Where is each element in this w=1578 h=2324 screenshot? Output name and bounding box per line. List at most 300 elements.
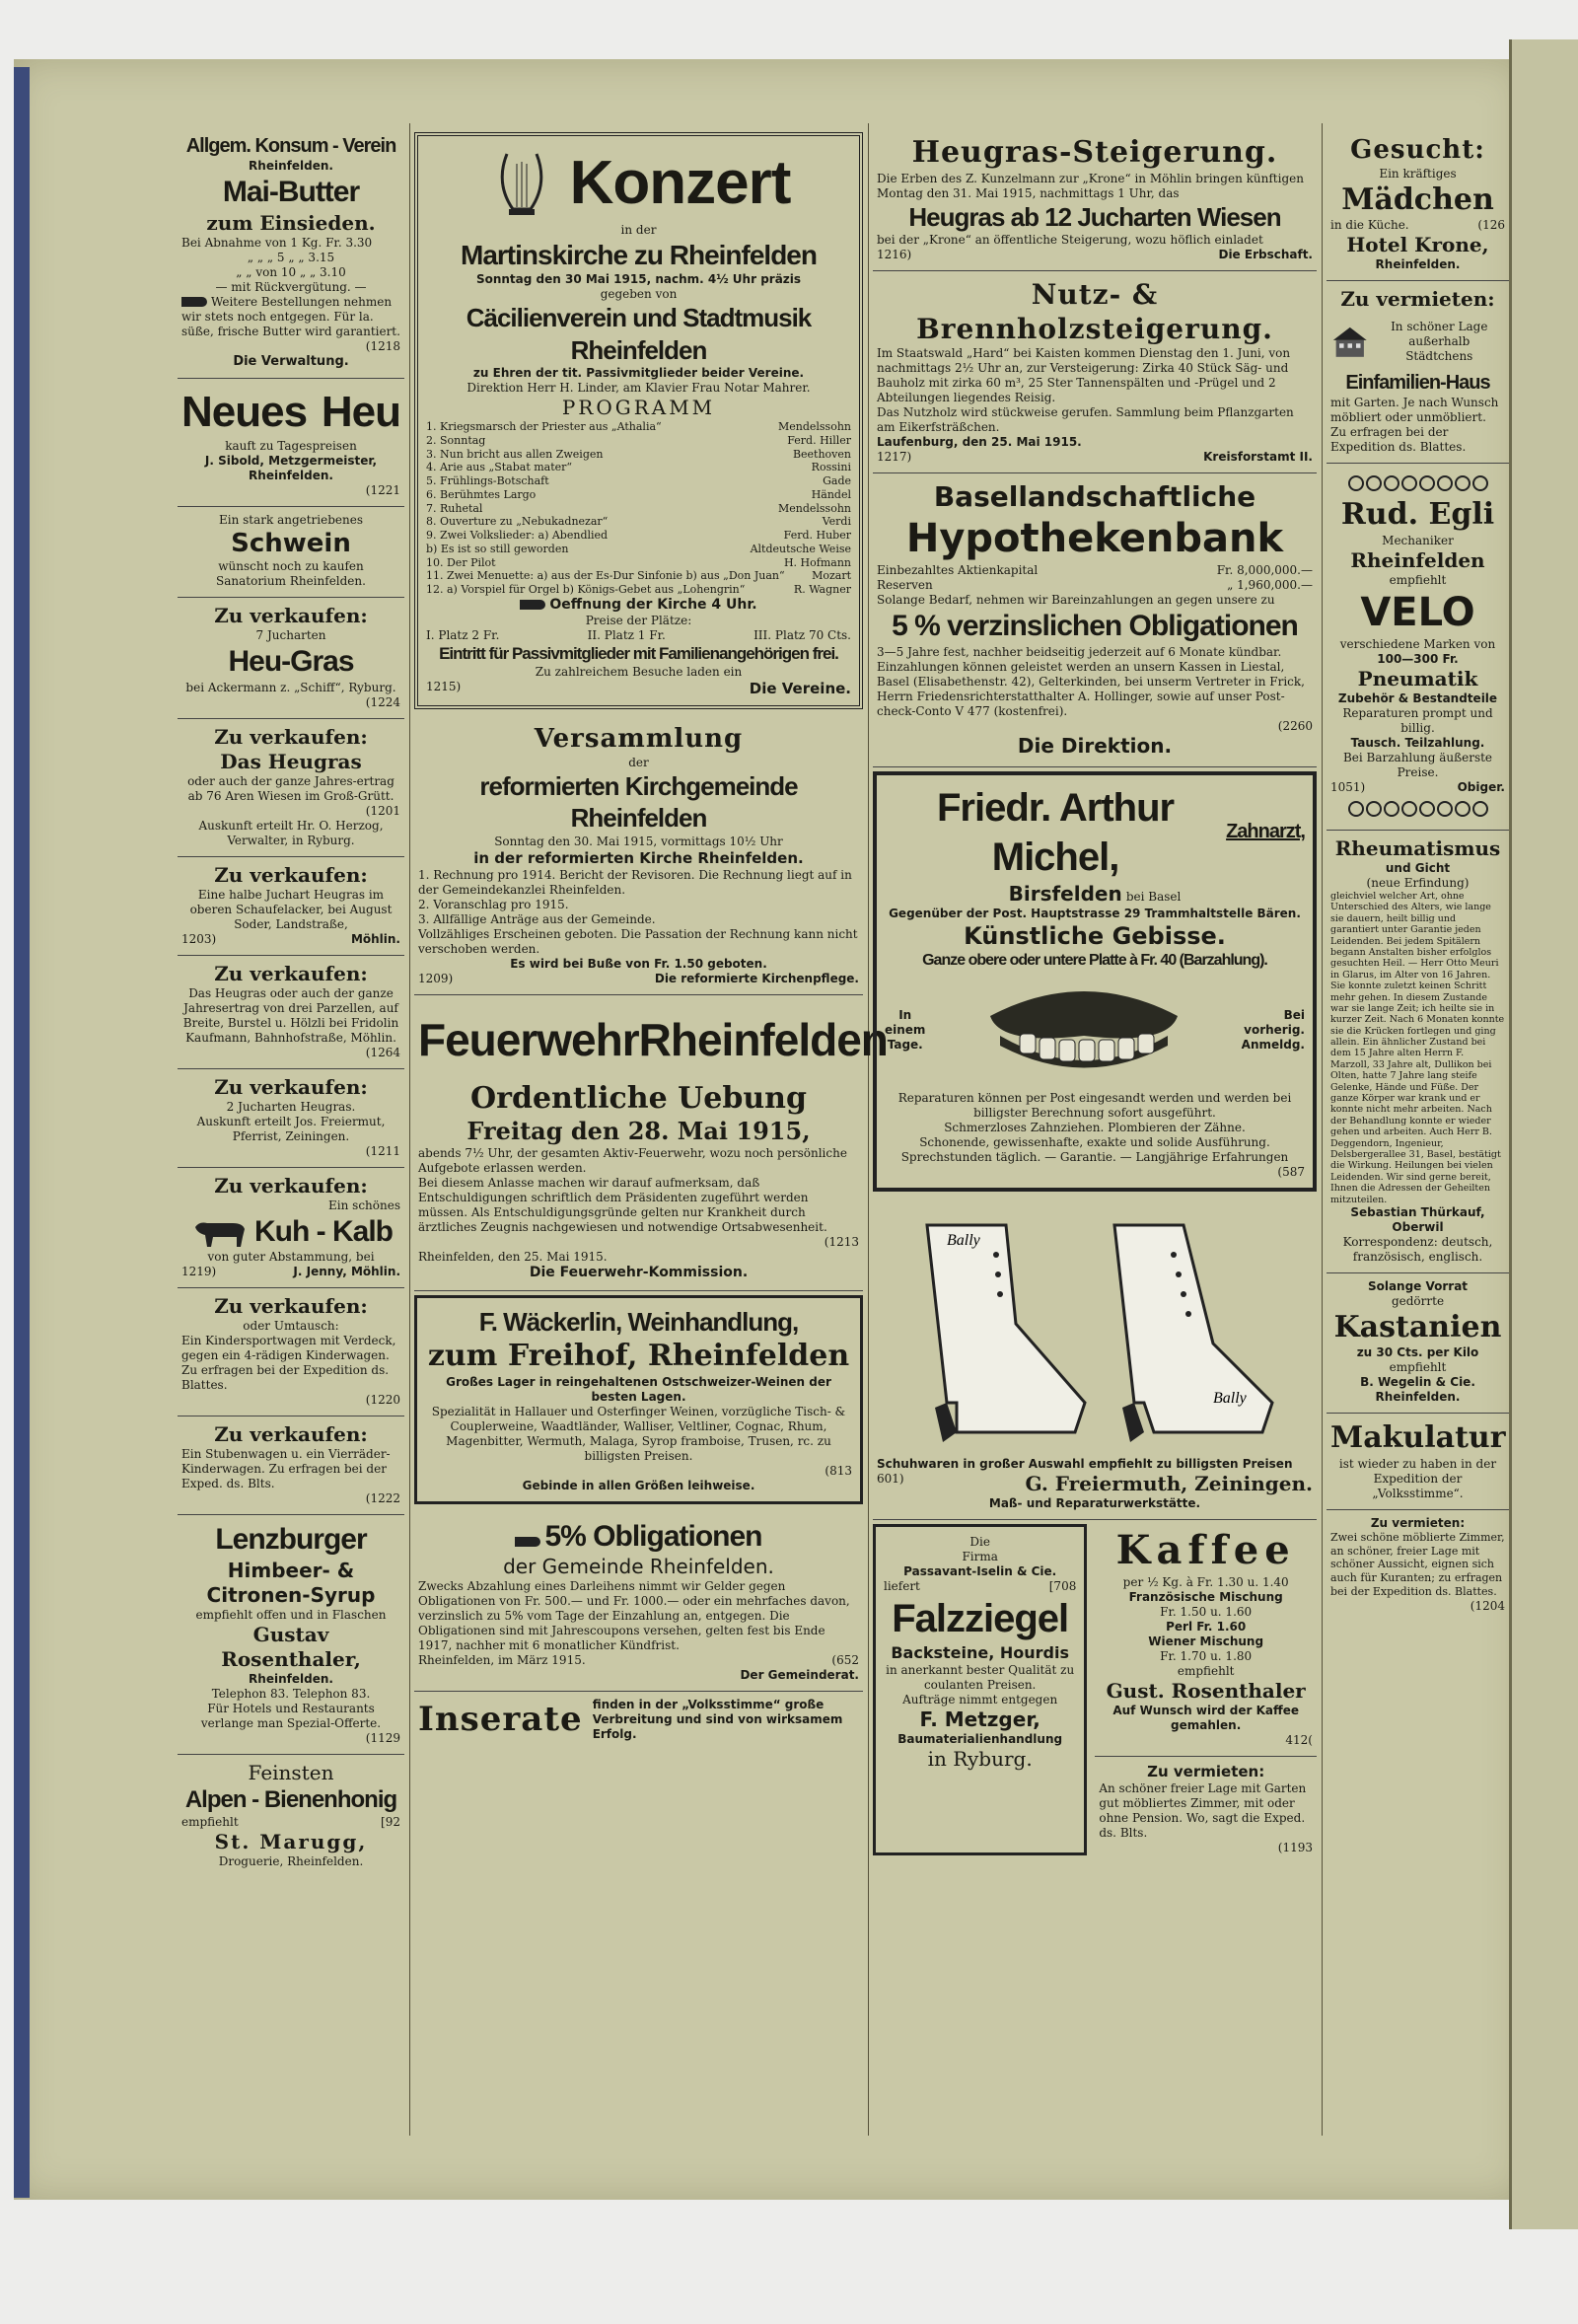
boots-illustration xyxy=(888,1205,1302,1452)
ad-text: Vollzähliges Erscheinen geboten. Die Passation der Rechnung kann nicht verschoben werden. xyxy=(418,926,858,956)
ad-text: Eintritt für Passivmitglieder mit Familienangehörigen frei. xyxy=(439,644,838,664)
ad-text: ist wieder zu haben in der Expedition der „Volksstimme“. xyxy=(1338,1456,1497,1500)
ad-bienenhonig xyxy=(178,1755,404,1877)
ad-text: Ein Kindersportwagen mit Verdeck, gegen ein 4-rädigen Kinderwagen. Zu erfragen bei der Expedition ds. Blattes. xyxy=(181,1334,396,1393)
reserves-label: Reserven xyxy=(877,578,933,592)
program-piece: 11. Zwei Menuette: a) aus der Es-Dur Sinfonie b) aus „Don Juan“ xyxy=(426,569,785,583)
program-composer: Rossini xyxy=(811,461,851,474)
ad-big-text: Falzziegel xyxy=(892,1596,1069,1640)
ad-number: 1219) xyxy=(181,1265,217,1279)
ad-text: J. Sibold, Metzgermeister, Rheinfelden. xyxy=(204,453,378,482)
price-line: „ „ „ 5 „ „ 3.15 xyxy=(247,250,335,264)
program-composer: Mendelssohn xyxy=(777,420,851,433)
ad-text: vorherig. xyxy=(1244,1023,1305,1037)
program-composer: R. Wagner xyxy=(793,583,851,596)
ad-number: 1203) xyxy=(181,931,217,946)
ad-text: in der reformierten Kirche Rheinfelden. xyxy=(473,848,804,867)
program-title: PROGRAMM xyxy=(561,396,716,419)
ad-text: Backsteine, Hourdis xyxy=(891,1642,1069,1662)
ad-text: 7 Jucharten xyxy=(255,628,326,643)
ad-number: (813 xyxy=(825,1463,852,1478)
ad-text: Reparaturen können per Post eingesandt werden und werden bei billigster Berechnung sofort ausgeführt. xyxy=(897,1090,1292,1120)
ad-number: (1204 xyxy=(1470,1598,1505,1613)
ad-headline: Zu vermieten: xyxy=(1340,287,1495,311)
program-item xyxy=(426,569,851,583)
ad-signature: Die Feuerwehr-Kommission. xyxy=(529,1265,749,1280)
dentures-icon xyxy=(970,977,1197,1085)
ad-number: (1264 xyxy=(365,1045,400,1059)
ad-text: Es wird bei Buße von Fr. 1.50 geboten. xyxy=(510,956,767,971)
ad-makulatur xyxy=(1327,1414,1509,1510)
column-rule xyxy=(409,123,410,2136)
ad-text: 3—5 Jahre fest, nachher beidseitig jederzeit auf 6 Monate kündbar. xyxy=(877,644,1282,659)
ad-signature: G. Freiermuth, Zeiningen. xyxy=(1025,1471,1313,1495)
ad-text: Das Heugras oder auch der ganze Jahresertrag von drei Parzellen, auf Breite, Burstel u. Hölzli bei Fridolin Kaufmann, Bahnhofstraße, Möhlin. xyxy=(182,985,399,1045)
ad-headline: Zu verkaufen: xyxy=(214,604,368,628)
ad-number: (652 xyxy=(831,1653,859,1667)
program-piece: 10. Der Pilot xyxy=(426,555,496,569)
ad-text: Auf Wunsch wird der Kaffee gemahlen. xyxy=(1112,1703,1299,1732)
ad-number: [92 xyxy=(381,1814,400,1829)
ad-konsum-mai-butter xyxy=(178,128,404,379)
bicycle-icon xyxy=(1419,795,1453,817)
ad-text: gegeben von xyxy=(600,287,678,301)
ad-text: Zwecks Abzahlung eines Darleihens nimmt wir Gelder gegen Obligationen von Fr. 500.— und Fr. 1000.— oder ein mehrfaches davon, verzinslich zu 5% vom Tage der Einzahlung an, entgegen. Die Obligationen sind mit Jahrescoupons versehen, gelten fest bis Ende 1917, nachher mit 6 monatlicher Kündfrist. xyxy=(418,1579,850,1652)
column-rule xyxy=(868,123,869,2136)
ad-text: Auskunft erteilt Jos. Freiermut, Pferrist, Zeiningen. xyxy=(196,1114,386,1143)
program-item xyxy=(426,461,851,474)
ad-text: mit Garten. Je nach Wunsch möbliert oder unmöbliert. xyxy=(1330,396,1499,424)
ad-signature: Hotel Krone, xyxy=(1346,233,1489,256)
program-piece: 9. Zwei Volkslieder: a) Abendlied xyxy=(426,529,609,542)
ad-nutzholz xyxy=(873,271,1317,473)
program-composer: Mendelssohn xyxy=(777,501,851,515)
ad-place: Rheinfelden. xyxy=(1375,257,1461,271)
ad-text: Zu erfragen bei der Expedition ds. Blattes. xyxy=(1330,425,1467,454)
ad-text: Weitere Bestellungen nehmen wir stets noch entgegen. Für la. süße, frische Butter wird garantiert. xyxy=(181,294,400,338)
ad-headline: Inserate xyxy=(418,1700,583,1740)
ad-signature: Die reformierte Kirchenpflege. xyxy=(654,971,859,985)
ad-number: 1216) xyxy=(877,248,912,261)
ad-text: Großes Lager in reingehaltenen Ostschweizer-Weinen der besten Lagen. xyxy=(446,1374,831,1404)
ad-number: 1209) xyxy=(418,971,454,985)
ad-text: gedörrte xyxy=(1391,1293,1445,1308)
ad-big-text: Heugras ab 12 Jucharten Wiesen xyxy=(908,201,1281,232)
ad-number: (1220 xyxy=(365,1393,400,1408)
ad-headline: Rud. Egli xyxy=(1340,497,1495,533)
ad-number: 601) xyxy=(877,1471,904,1486)
blend-name: Perl Fr. 1.60 xyxy=(1166,1619,1247,1634)
ad-number: (126 xyxy=(1477,218,1505,232)
ad-text: Direktion Herr H. Linder, am Klavier Frau Notar Mahrer. xyxy=(466,381,811,395)
ad-text: zu Ehren der tit. Passivmitglieder beider Vereine. xyxy=(472,366,805,380)
ad-feuerwehr xyxy=(414,995,888,1291)
ad-text: in die Küche. xyxy=(1330,218,1409,232)
ad-number: 412( xyxy=(1285,1732,1313,1747)
ad-text: empfiehlt xyxy=(1177,1663,1235,1678)
ad-text: Sanatorium Rheinfelden. xyxy=(216,574,366,589)
ad-heugras-herzog xyxy=(178,719,404,857)
ad-zimmer xyxy=(1095,1757,1317,1863)
ad-kindersportwagen xyxy=(178,1288,404,1416)
facing-page-edge xyxy=(1509,39,1578,2229)
ad-schwein xyxy=(178,507,404,599)
ad-subheadline: zum Freihof, Rheinfelden xyxy=(427,1339,850,1373)
ad-number: (1193 xyxy=(1277,1840,1313,1854)
ad-text: Gegenüber der Post. Hauptstrasse 29 Trammhaltstelle Bären. xyxy=(889,906,1301,920)
ad-text: finden in der „Volksstimme“ große Verbreitung und sind von wirksamem Erfolg. xyxy=(592,1698,843,1741)
kaffee-column xyxy=(1095,1520,1317,1863)
ad-text: 2 Jucharten Heugras. xyxy=(226,1099,356,1114)
ad-place: Laufenburg, den 25. Mai 1915. xyxy=(877,435,1082,449)
ad-text: oder Umtausch: xyxy=(243,1319,339,1334)
ad-number: (1211 xyxy=(365,1143,400,1158)
program-item xyxy=(426,474,851,488)
ad-number: (1129 xyxy=(365,1730,400,1745)
ad-signature: Die Direktion. xyxy=(1017,733,1173,758)
ad-rheumatismus xyxy=(1327,831,1509,1273)
ad-text: Droguerie, Rheinfelden. xyxy=(218,1853,364,1868)
ad-headline: 5% Obligationen xyxy=(544,1519,762,1553)
ad-neues-heu xyxy=(178,379,404,507)
ad-signature: Der Gemeinderat. xyxy=(740,1668,859,1682)
ad-text: Rheinfelden. xyxy=(249,1671,333,1686)
ad-text: Gebinde in allen Größen leihweise. xyxy=(522,1478,755,1492)
ad-text: Preise der Plätze: xyxy=(585,614,692,628)
ad-subheadline: Ordentliche Uebung xyxy=(470,1080,807,1116)
ad-big-text: VELO xyxy=(1360,589,1475,635)
price-line: zu 30 Cts. per Kilo xyxy=(1356,1345,1479,1360)
ad-text: von guter Abstammung, bei xyxy=(207,1250,375,1265)
bicycle-icon xyxy=(1455,795,1488,817)
ad-text: Ein schönes xyxy=(328,1198,400,1212)
ad-headline: Zu verkaufen: xyxy=(214,862,368,887)
bicycle-icon xyxy=(1419,470,1453,491)
bicycle-icon xyxy=(1384,795,1417,817)
ad-kastanien xyxy=(1327,1273,1509,1415)
ad-zimmer-2 xyxy=(1327,1510,1509,1622)
program-item xyxy=(426,448,851,462)
ad-signature: Die Erbschaft. xyxy=(1218,248,1313,261)
ad-text: liefert xyxy=(884,1578,920,1593)
ad-number: (1213 xyxy=(824,1235,859,1249)
reserves-value: „ 1,960,000.— xyxy=(1227,578,1313,592)
ad-text: Mechaniker xyxy=(1382,533,1454,547)
concert-date: Sonntag den 30 Mai 1915, nachm. 4½ Uhr präzis xyxy=(475,272,802,286)
column-1 xyxy=(178,128,404,1877)
ad-text: abends 7½ Uhr, der gesamten Aktiv-Feuerwehr, wozu noch persönliche Aufgebote erlassen werden. xyxy=(418,1146,847,1175)
ad-obligationen-gemeinde xyxy=(414,1512,863,1693)
ad-text: (neue Erfindung) xyxy=(1366,876,1470,890)
program-piece: 3. Nun bricht aus allen Zweigen xyxy=(426,447,604,461)
row-falzziegel-kaffee xyxy=(873,1520,1317,1863)
ad-headline: Nutz- & Brennholzsteigerung. xyxy=(916,278,1273,345)
ad-kuh-kalb xyxy=(178,1168,404,1289)
ad-text: empfiehlt xyxy=(181,1814,239,1829)
ad-text: bei der „Krone“ an öffentliche Steigerung, wozu höflich einladet xyxy=(877,233,1263,247)
column-3 xyxy=(873,128,1317,1863)
capital-label: Einbezahltes Aktienkapital xyxy=(877,563,1039,577)
ad-text: Baumaterialienhandlung xyxy=(897,1731,1063,1746)
program-piece: b) Es ist so still geworden xyxy=(426,542,569,555)
ad-text: Die Erben des Z. Kunzelmann zur „Krone“ in Möhlin bringen künftigen Montag den 31. Mai 1915, nachmittags 1 Uhr, das xyxy=(877,171,1304,200)
ad-headline: Rheinfelden xyxy=(638,1013,888,1065)
ad-text: verschiedene Marken von xyxy=(1339,636,1496,651)
ad-text: Im Staatswald „Hard“ bei Kaisten kommen Dienstag den 1. Juni, von nachmittags 2½ Uhr an, zur Versteigerung: Zirka 40 Stück Säg- und Bauholz mit zirka 60 m³, 25 Ster Tannenspälten und -Prügel und 2 Abteilungen liegendes Reisig. xyxy=(877,346,1291,404)
ad-text: Einzahlungen können geleistet werden an unsern Kassen in Liestal, Basel (Elisabethenstr. 42), Gelterkinden, bei unserm Vertreter in Frick, Herrn Friedensrichterstatthalter A. Hollinger, sowie auf unser Post-check-Conto V 477 (kostenfrei). xyxy=(877,659,1305,718)
ad-text: Oeffnung der Kirche 4 Uhr. xyxy=(549,596,757,613)
program-composer: Altdeutsche Weise xyxy=(750,542,851,555)
ad-number: (1201 xyxy=(365,803,400,818)
program-item xyxy=(426,529,851,543)
ad-text: Korrespondenz: deutsch, französisch, englisch. xyxy=(1342,1234,1493,1264)
program-composer: Beethoven xyxy=(792,447,851,461)
program-item xyxy=(426,488,851,502)
program-composer: H. Hofmann xyxy=(783,555,851,569)
pointing-hand-icon xyxy=(515,1537,540,1547)
ad-juchart-heugras xyxy=(178,857,404,956)
ad-big-text: Kastanien xyxy=(1333,1309,1502,1344)
program-list xyxy=(426,420,851,597)
ad-text: bei Ackermann z. „Schiff“, Ryburg. xyxy=(185,680,396,694)
ad-place: Rheinfelden xyxy=(1350,547,1485,572)
ad-text: Schmerzloses Zahnziehen. Plombieren der Zähne. xyxy=(944,1120,1246,1134)
column-4 xyxy=(1327,128,1509,1622)
price-line: II. Platz 1 Fr. xyxy=(587,628,666,643)
ad-headline: Neues xyxy=(181,387,308,436)
ad-text: in der xyxy=(620,223,657,237)
ad-number: [708 xyxy=(1048,1578,1077,1593)
price-line: Fr. 1.70 u. 1.80 xyxy=(1160,1648,1253,1663)
ad-text: Spezialität in Hallauer und Osterfinger Weinen, vorzügliche Tisch- & Couplerweine, Waadtländer, Walliser, Veltliner, Cognac, Rhum, Magenbitter, Wermuth, Malaga, Syrop framboise, Trusen, rc. zu billigsten Preisen. xyxy=(431,1404,846,1463)
program-piece: 7. Ruhetal xyxy=(426,501,483,515)
cow-icon xyxy=(189,1215,249,1249)
program-piece: 6. Berühmtes Largo xyxy=(426,487,537,501)
ad-text: Gustav Rosenthaler, xyxy=(221,1622,361,1671)
ad-big-text: Das Heugras xyxy=(220,749,362,773)
ad-signature: Gust. Rosenthaler xyxy=(1106,1678,1306,1703)
house-icon xyxy=(1330,312,1370,371)
capital-value: Fr. 8,000,000.— xyxy=(1216,563,1313,577)
ad-place: Rheinfelden, den 25. Mai 1915. xyxy=(418,1250,608,1264)
ad-subheadline: zum Einsieden. xyxy=(206,210,376,235)
ad-signature: St. Marugg, xyxy=(214,1829,368,1853)
ad-big-text: Heu-Gras xyxy=(228,645,354,679)
ad-number: (1221 xyxy=(365,482,400,497)
ad-place: Rheinfelden. xyxy=(1375,1390,1461,1405)
program-composer: Verdi xyxy=(822,515,851,529)
ad-headline: Rheumatismus xyxy=(1334,836,1501,860)
ad-headline: Versammlung xyxy=(534,724,744,755)
ad-text: Zu zahlreichem Besuche laden ein xyxy=(535,664,743,679)
ad-headline: Gesucht: xyxy=(1350,135,1485,165)
ad-subheadline: der Gemeinde Rheinfelden. xyxy=(503,1555,774,1578)
ad-versammlung xyxy=(414,717,863,994)
ad-big-text: Kuh - Kalb xyxy=(254,1214,393,1248)
ad-number: 1217) xyxy=(877,450,912,464)
lyre-icon xyxy=(487,144,556,223)
program-item xyxy=(426,583,851,597)
price-line: per ½ Kg. à Fr. 1.30 u. 1.40 xyxy=(1122,1574,1289,1589)
column-rule xyxy=(1322,123,1323,2136)
price-line: „ „ von 10 „ „ 3.10 xyxy=(236,264,346,279)
ad-number: (2260 xyxy=(1277,718,1313,733)
ad-heugras-zeiningen xyxy=(178,1069,404,1168)
ad-text: Tage. xyxy=(887,1038,923,1052)
ad-text: Solange Bedarf, nehmen wir Bareinzahlungen an gegen unsere zu xyxy=(877,593,1275,607)
ad-headline: Konzert xyxy=(569,149,791,218)
ad-big-text: Makulatur xyxy=(1330,1420,1506,1456)
brand-label: Bally xyxy=(947,1231,980,1249)
blend-name: Französische Mischung xyxy=(1128,1589,1283,1604)
ad-text: In schöner Lage außerhalb Städtchens xyxy=(1391,319,1488,363)
ad-signature: Die Vereine. xyxy=(749,679,851,697)
book-spine xyxy=(14,67,30,2198)
ad-text: Maß- und Reparaturwerkstätte. xyxy=(988,1495,1201,1510)
ad-text: einem xyxy=(885,1023,926,1037)
ad-text: In xyxy=(898,1008,912,1022)
ad-number: 1215) xyxy=(426,679,462,693)
ad-headline: Schwein xyxy=(231,528,351,558)
ad-place: in Ryburg. xyxy=(927,1746,1033,1771)
ad-text: Pneumatik xyxy=(1357,666,1478,690)
program-composer: Mozart xyxy=(812,569,851,583)
ad-text: Ganze obere oder untere Platte à Fr. 40 (Barzahlung). xyxy=(922,951,1267,969)
ad-place: Oberwil xyxy=(1392,1219,1444,1234)
bicycle-icon xyxy=(1455,470,1488,491)
ad-text: Sonntag den 30. Mai 1915, vormittags 10½ Uhr xyxy=(494,834,783,848)
ad-einfamilienhaus xyxy=(1327,281,1509,464)
price-line: III. Platz 70 Cts. xyxy=(753,628,851,643)
ad-signature: B. Wegelin & Cie. xyxy=(1360,1375,1475,1390)
ad-signature: Die Verwaltung. xyxy=(233,353,349,369)
ad-headline: Basellandschaftliche xyxy=(933,480,1256,513)
ad-stubenwagen xyxy=(178,1416,404,1515)
ad-big-text: Künstliche Gebisse. xyxy=(964,921,1226,950)
agenda-item: 1. Rechnung pro 1914. Bericht der Revisoren. Die Rechnung liegt auf in der Gemeindekanzlei Rheinfelden. xyxy=(418,867,852,897)
ad-heugras-steigerung xyxy=(873,128,1317,271)
ad-text: Zwei schöne möblierte Zimmer, an schöner, freier Lage mit schöner Aussicht, eignen sich auch für Kuranten; zu erfragen bei der Expedition ds. Blattes. xyxy=(1330,1530,1505,1598)
ad-headline: Zu verkaufen: xyxy=(214,1173,368,1198)
ad-text: wünscht noch zu kaufen xyxy=(218,559,364,574)
ad-number: (587 xyxy=(1277,1164,1305,1179)
ad-text: Das Nutzholz wird stückweise gerufen. Sammlung beim Pflanzgarten am Eikerfsträßchen. xyxy=(877,405,1294,434)
ad-subheadline: und Gicht xyxy=(1385,861,1451,875)
ad-text: Solange Vorrat xyxy=(1367,1278,1469,1293)
price-line: 100—300 Fr. xyxy=(1377,651,1459,666)
ad-schuhwaren xyxy=(873,1199,1317,1520)
ad-big-text: Alpen - Bienenhonig xyxy=(184,1785,397,1813)
ad-kaffee xyxy=(1095,1520,1317,1757)
program-item xyxy=(426,434,851,448)
ad-signature: Obiger. xyxy=(1457,779,1505,794)
ad-text: Auskunft erteilt Hr. O. Herzog, Verwalter, in Ryburg. xyxy=(198,818,384,847)
ad-big-text: 5 % verzinslichen Obligationen xyxy=(892,610,1298,642)
ad-headline: Zu verkaufen: xyxy=(214,1294,368,1319)
ad-text: empfiehlt offen und in Flaschen xyxy=(195,1607,387,1622)
ad-title: Allgem. Konsum - Verein xyxy=(185,135,396,157)
program-piece: 8. Ouverture zu „Nebukadnezar“ xyxy=(426,515,609,529)
ad-signature: F. Metzger, xyxy=(919,1707,1040,1731)
program-item xyxy=(426,543,851,556)
ad-text: Zubehör & Bestandteile xyxy=(1337,690,1498,705)
program-piece: 4. Arie aus „Stabat mater“ xyxy=(426,461,573,474)
ad-big-text: Mädchen xyxy=(1341,182,1494,217)
ad-text: kauft zu Tagespreisen xyxy=(225,438,357,453)
ad-signature: Sebastian Thürkauf, xyxy=(1350,1204,1485,1219)
ad-zahnarzt-michel xyxy=(873,771,1317,1192)
ad-text: Ein Stubenwagen u. ein Vierräder-Kinderwagen. Zu erfragen bei der Exped. ds. Blts. xyxy=(181,1447,391,1491)
price-line: I. Platz 2 Fr. xyxy=(426,628,500,643)
program-item xyxy=(426,420,851,434)
ad-headline: Heugras-Steigerung. xyxy=(911,135,1278,170)
bicycle-icon xyxy=(1348,795,1382,817)
ad-text: Tausch. Teilzahlung. xyxy=(1350,735,1485,750)
ad-text: Bei Barzahlung äußerste Preise. xyxy=(1342,750,1493,779)
ad-signature: J. Jenny, Möhlin. xyxy=(293,1265,400,1279)
ad-text: in anerkannt bester Qualität zu coulanten Preisen. xyxy=(886,1662,1075,1692)
program-composer: Händel xyxy=(811,487,851,501)
ad-gesucht-maedchen xyxy=(1327,128,1509,281)
ad-heugras-ryburg xyxy=(178,598,404,719)
brand-label: Bally xyxy=(1213,1389,1247,1407)
ad-text: gleichviel welcher Art, ohne Unterschied des Alters, wie lange sie dauern, heilt billig und garantiert unter Garantie jeden Leidenden. Bei jedem Spitälern begann Anstalten bisher erfolglos gesuchten Heil. — Herr Otto Meuri in Glarus, im Alter von 16 Jahren. Sie konnte zuletzt keinen Schritt mehr gehen. In diesem Zustande war sie lange Zeit; ich heilte sie in kurzer Zeit. Nach 6 Monaten konnte sie die Krücken fortlegen und ging allein. Ein ähnlicher Zustand bei dem 15 Jahre alten Herrn F. Marzoll, 33 Jahre alt, Dullikon bei Olten, hatte 7 Jahre lang steife Gelenke, Hände und Füße. Der ganze Körper war krank und er konnte nicht mehr arbeiten. Nach der Behandlung konnte er wieder gehen und arbeiten. Auch Herr B. Deggendorn, Ingenieur, Delsbergerallee 31, Basel, bestätigt die Wirkung. Heilungen bei vielen Leidenden. Wir sind gerne bereit, Ihnen die Adressen der Geheilten mitzuteilen. xyxy=(1330,891,1505,1205)
program-piece: 1. Kriegsmarsch der Priester aus „Athalia“ xyxy=(426,420,662,433)
ad-text: Passavant-Iselin & Cie. xyxy=(903,1563,1057,1578)
ad-text: empfiehlt xyxy=(1389,1360,1447,1375)
ad-headline: F. Wäckerlin, Weinhandlung, xyxy=(478,1306,799,1337)
ad-text: Telephon 83. Telephon 83. xyxy=(211,1686,371,1701)
ad-text: empfiehlt xyxy=(1389,572,1447,587)
ad-text: reformierten Kirchgemeinde Rheinfelden xyxy=(479,770,798,834)
ad-big-text: Einfamilien-Haus xyxy=(1345,372,1490,394)
ad-headline: Zu verkaufen: xyxy=(214,961,368,985)
ad-text: Die xyxy=(969,1534,990,1549)
program-item xyxy=(426,556,851,570)
ad-text: Himbeer- & xyxy=(227,1558,355,1582)
ad-big-text: Lenzburger xyxy=(215,1523,367,1557)
ad-lenzburger-syrup xyxy=(178,1515,404,1755)
ad-subheadline: Zahnarzt, xyxy=(1226,821,1305,842)
ad-velo-egli xyxy=(1327,464,1509,831)
price-line: — mit Rückvergütung. — xyxy=(215,279,367,294)
bicycle-icon xyxy=(1348,470,1382,491)
pointing-hand-icon xyxy=(181,297,207,307)
ad-place: Birsfelden xyxy=(1008,881,1122,906)
ad-text: Reparaturen prompt und billig. xyxy=(1342,705,1493,735)
ad-text: Firma xyxy=(962,1549,998,1563)
pointing-hand-icon xyxy=(520,600,545,610)
ad-text: Ein kräftiges xyxy=(1379,166,1457,181)
ad-konzert xyxy=(414,132,863,709)
ad-text: Schonende, gewissenhafte, exakte und solide Ausführung. xyxy=(919,1134,1270,1149)
ad-number: (1218 xyxy=(365,338,400,353)
concert-place: Martinskirche zu Rheinfelden xyxy=(461,240,817,270)
column-2 xyxy=(414,128,888,1750)
ad-text: An schöner freier Lage mit Garten gut möbliertes Zimmer, mit oder ohne Pension. Wo, sagt die Exped. ds. Blts. xyxy=(1099,1780,1307,1840)
concert-performers: Cäcilienverein und Stadtmusik Rheinfelden xyxy=(466,303,812,365)
ad-number: (1224 xyxy=(365,694,400,709)
ad-hypothekenbank xyxy=(873,473,1317,767)
ad-text: Sprechstunden täglich. — Garantie. — Langjährige Erfahrungen xyxy=(900,1149,1289,1164)
program-piece: 5. Frühlings-Botschaft xyxy=(426,474,549,487)
program-composer: Ferd. Hiller xyxy=(787,433,851,447)
ad-number: (1222 xyxy=(365,1491,400,1506)
ad-text: Anmeldg. xyxy=(1241,1038,1305,1052)
blend-name: Wiener Mischung xyxy=(1148,1634,1264,1648)
ad-signature: Kreisforstamt II. xyxy=(1203,450,1313,464)
ad-inserate xyxy=(414,1692,863,1750)
